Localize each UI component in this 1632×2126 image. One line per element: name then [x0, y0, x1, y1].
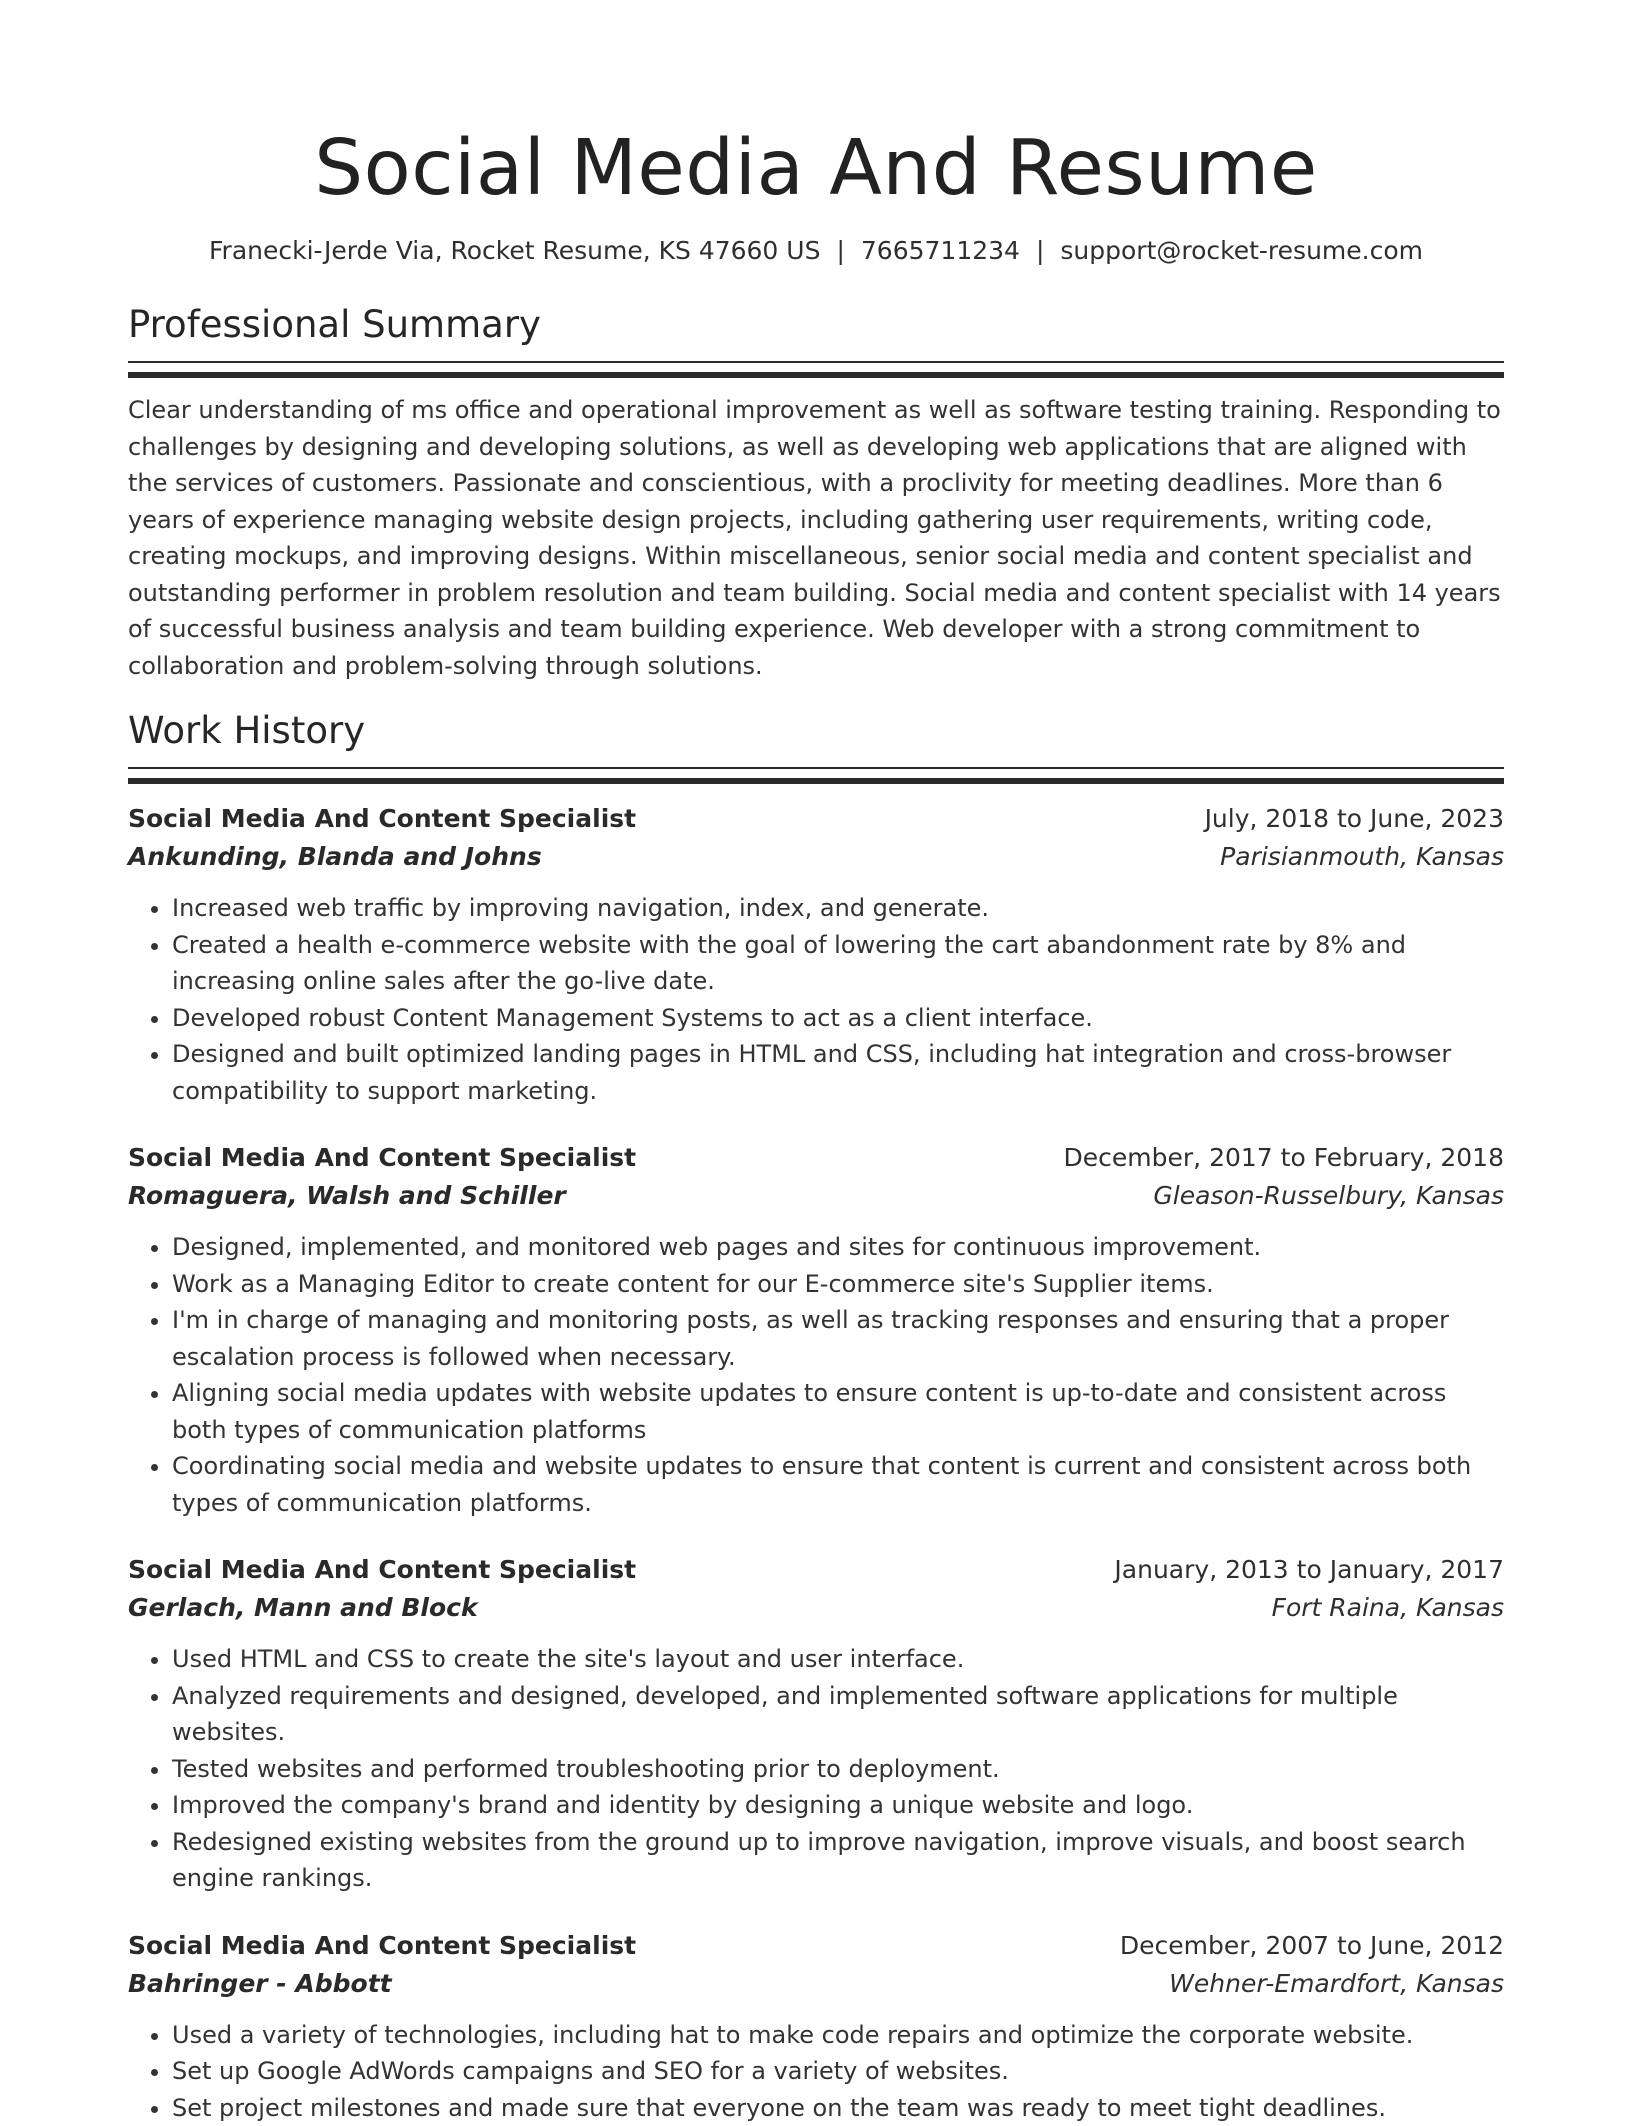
contact-address: Franecki-Jerde Via, Rocket Resume, KS 47660 US: [209, 236, 820, 265]
contact-phone: 7665711234: [861, 236, 1020, 265]
job-bullet-item: • Designed and built optimized landing pages in HTML and CSS, including hat integration and cross-browser compatibility to support marketing.: [172, 1036, 1504, 1109]
job-location: Parisianmouth, Kansas: [1220, 838, 1504, 876]
summary-text: Clear understanding of ms office and operational improvement as well as software testing training. Responding to challenges by designing and developing solutions, as well as developing web applications that are aligned with the services of customers. Passionate and conscientious, with a proclivity for meeting deadlines. More than 6 years of experience managing website design projects, including gathering user requirements, writing code, creating mockups, and improving designs. Within miscellaneous, senior social media and content specialist and outstanding performer in problem resolution and team building. Social media and content specialist with 14 years of successful business analysis and team building experience. Web developer with a strong commitment to collaboration and problem-solving through solutions.: [128, 392, 1504, 684]
contact-line: [128, 234, 1504, 268]
job-dates: July, 2018 to June, 2023: [1205, 800, 1504, 838]
job-bullets: [128, 1229, 1504, 1521]
job-entry: [128, 800, 1504, 1109]
job-company-row: [128, 1965, 1504, 2003]
job-bullet-item: • Set project milestones and made sure that everyone on the team was ready to meet tight deadlines.: [172, 2090, 1504, 2126]
job-bullet-item: • Set up Google AdWords campaigns and SEO for a variety of websites.: [172, 2053, 1504, 2090]
job-company: Romaguera, Walsh and Schiller: [128, 1177, 566, 1215]
job-title: Social Media And Content Specialist: [128, 800, 636, 838]
section-title-work-history: Work History: [128, 708, 1504, 754]
work-history-section: [128, 708, 1504, 2126]
contact-separator: |: [836, 236, 844, 265]
job-bullets: [128, 890, 1504, 1109]
job-header-row: [128, 1551, 1504, 1589]
job-company-row: [128, 1177, 1504, 1215]
job-title: Social Media And Content Specialist: [128, 1551, 636, 1589]
job-bullet-item: • Used a variety of technologies, including hat to make code repairs and optimize the corporate website.: [172, 2017, 1504, 2054]
job-bullet-item: • I'm in charge of managing and monitoring posts, as well as tracking responses and ensuring that a proper escalation process is followed when necessary.: [172, 1302, 1504, 1375]
job-company-row: [128, 1589, 1504, 1627]
job-bullet-item: • Analyzed requirements and designed, developed, and implemented software applications for multiple websites.: [172, 1678, 1504, 1751]
job-bullet-item: • Aligning social media updates with website updates to ensure content is up-to-date and consistent across both types of communication platforms: [172, 1375, 1504, 1448]
contact-separator: |: [1036, 236, 1044, 265]
job-bullet-item: • Used HTML and CSS to create the site's layout and user interface.: [172, 1641, 1504, 1678]
professional-summary-section: [128, 302, 1504, 684]
section-divider: [128, 361, 1504, 378]
job-list: [128, 800, 1504, 2126]
job-bullet-item: • Designed, implemented, and monitored web pages and sites for continuous improvement.: [172, 1229, 1504, 1266]
job-entry: [128, 1927, 1504, 2126]
job-bullet-item: • Work as a Managing Editor to create content for our E-commerce site's Supplier items.: [172, 1266, 1504, 1303]
job-bullet-item: • Developed robust Content Management Systems to act as a client interface.: [172, 1000, 1504, 1037]
job-location: Fort Raina, Kansas: [1272, 1589, 1504, 1627]
resume-name: Social Media And Resume: [128, 122, 1504, 216]
job-company: Gerlach, Mann and Block: [128, 1589, 478, 1627]
resume-page: [128, 0, 1504, 2126]
job-title: Social Media And Content Specialist: [128, 1139, 636, 1177]
job-bullet-item: • Redesigned existing websites from the ground up to improve navigation, improve visuals, and boost search engine rankings.: [172, 1824, 1504, 1897]
job-company: Ankunding, Blanda and Johns: [128, 838, 542, 876]
job-bullets: [128, 2017, 1504, 2126]
job-location: Wehner-Emardfort, Kansas: [1169, 1965, 1504, 2003]
section-title-summary: Professional Summary: [128, 302, 1504, 348]
job-bullet-item: • Tested websites and performed troubleshooting prior to deployment.: [172, 1751, 1504, 1788]
job-dates: December, 2017 to February, 2018: [1064, 1139, 1504, 1177]
job-location: Gleason-Russelbury, Kansas: [1153, 1177, 1504, 1215]
job-title: Social Media And Content Specialist: [128, 1927, 636, 1965]
job-header-row: [128, 1139, 1504, 1177]
job-bullet-item: • Improved the company's brand and identity by designing a unique website and logo.: [172, 1787, 1504, 1824]
job-bullet-item: • Increased web traffic by improving navigation, index, and generate.: [172, 890, 1504, 927]
job-bullet-item: • Created a health e-commerce website with the goal of lowering the cart abandonment rate by 8% and increasing online sales after the go-live date.: [172, 927, 1504, 1000]
job-entry: [128, 1139, 1504, 1521]
job-dates: January, 2013 to January, 2017: [1114, 1551, 1504, 1589]
job-bullets: [128, 1641, 1504, 1897]
job-company-row: [128, 838, 1504, 876]
job-bullet-item: • Coordinating social media and website updates to ensure that content is current and consistent across both types of communication platforms.: [172, 1448, 1504, 1521]
job-company: Bahringer - Abbott: [128, 1965, 392, 2003]
section-divider: [128, 767, 1504, 784]
job-entry: [128, 1551, 1504, 1897]
contact-email: support@rocket-resume.com: [1060, 236, 1423, 265]
job-header-row: [128, 1927, 1504, 1965]
job-header-row: [128, 800, 1504, 838]
job-dates: December, 2007 to June, 2012: [1120, 1927, 1504, 1965]
